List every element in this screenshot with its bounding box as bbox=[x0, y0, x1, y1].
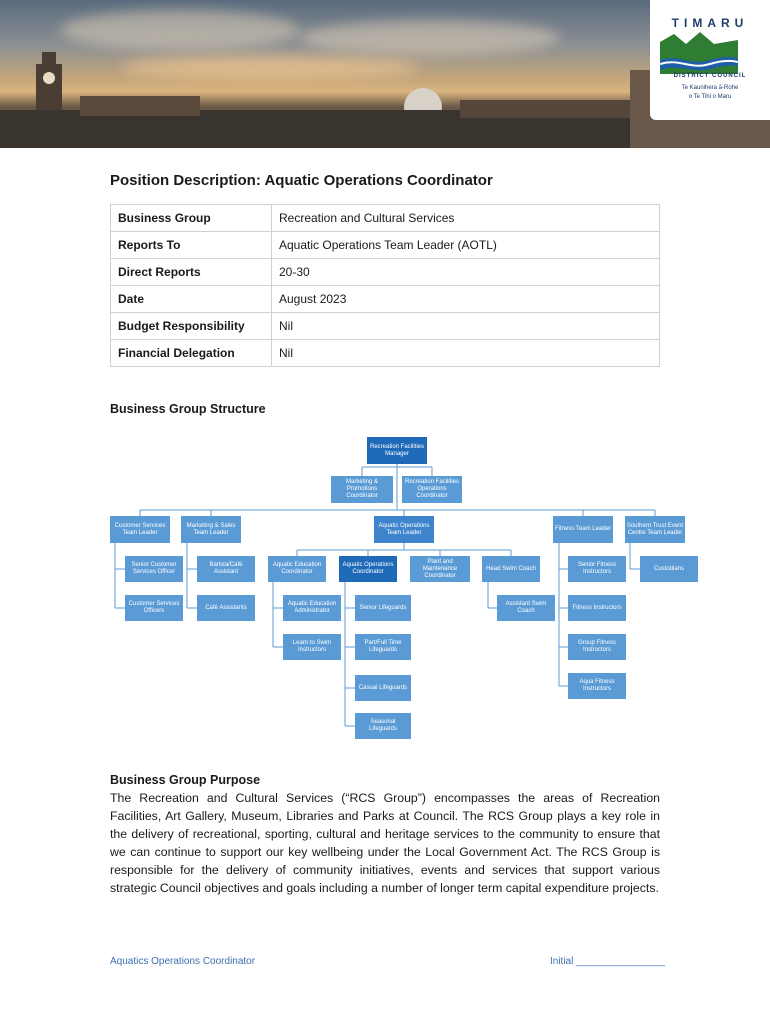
org-box-cso: Customer Services Officers bbox=[125, 595, 183, 621]
org-box-head-swim: Head Swim Coach bbox=[482, 556, 540, 582]
structure-heading: Business Group Structure bbox=[110, 402, 266, 416]
org-box-rfm: Recreation Facilities Manager bbox=[367, 437, 427, 464]
info-value: Nil bbox=[272, 340, 660, 367]
org-box-senior-lg: Senior Lifeguards bbox=[355, 595, 411, 621]
org-box-aq-edu-coord: Aquatic Education Coordinator bbox=[268, 556, 326, 582]
org-box-pt-ft-lg: Part/Full Time Lifeguards bbox=[355, 634, 411, 660]
logo-tagline-1: Te Kaunihera ā-Rohe bbox=[681, 85, 739, 91]
org-box-plant: Plant and Maintenance Coordinator bbox=[410, 556, 470, 582]
info-value: Nil bbox=[272, 313, 660, 340]
org-box-seasonal-lg: Seasonal Lifeguards bbox=[355, 713, 411, 739]
org-box-custodians: Custodians bbox=[640, 556, 698, 582]
org-box-marketing-coord: Marketing & Promotions Coordinator bbox=[331, 476, 393, 503]
org-box-aq-ops-coord: Aquatic Operations Coordinator bbox=[339, 556, 397, 582]
page-title: Position Description: Aquatic Operations Coordinator bbox=[110, 172, 493, 189]
org-box-barista: Barista/Café Assistant bbox=[197, 556, 255, 582]
org-box-st-tl: Southern Trust Event Centre Team Leader bbox=[625, 516, 685, 543]
org-box-aqua-fit: Aqua Fitness Instructors bbox=[568, 673, 626, 699]
org-box-asst-swim: Assistant Swim Coach bbox=[497, 595, 555, 621]
purpose-paragraph: The Recreation and Cultural Services (“RCS Group”) encompasses the areas of Recreation Facilities, Art Gallery, Museum, Libraries and Parks at Council. The RCS Group plays a key role in the delivery of recreational, sporting, cultural and heritage services to the community to ensure that we can continue to support our key wellbeing under the Local Government Act. The RCS Group is responsible for the delivery of community initiatives, events and services that support various strategic Council objectives and goals including a number of longer term capital expenditure projects. bbox=[110, 791, 660, 895]
org-box-learn-swim: Learn to Swim Instructors bbox=[283, 634, 341, 660]
org-box-senior-fit: Senior Fitness Instructors bbox=[568, 556, 626, 582]
purpose-heading: Business Group Purpose bbox=[110, 773, 261, 787]
org-box-group-fit: Group Fitness Instructors bbox=[568, 634, 626, 660]
org-box-cafe: Café Assistants bbox=[197, 595, 255, 621]
info-value: 20-30 bbox=[272, 259, 660, 286]
info-key: Financial Delegation bbox=[111, 340, 272, 367]
org-box-senior-cso: Senior Customer Services Officer bbox=[125, 556, 183, 582]
footer-title: Aquatics Operations Coordinator bbox=[110, 956, 256, 967]
logo-district-council: DISTRICT COUNCIL bbox=[673, 73, 747, 79]
info-key: Business Group bbox=[111, 205, 272, 232]
info-key: Budget Responsibility bbox=[111, 313, 272, 340]
info-value: Recreation and Cultural Services bbox=[272, 205, 660, 232]
info-key: Reports To bbox=[111, 232, 272, 259]
org-box-fit-instr: Fitness Instructors bbox=[568, 595, 626, 621]
org-box-aq-edu-admin: Aquatic Education Administrator bbox=[283, 595, 341, 621]
org-box-ms-tl: Marketing & Sales Team Leader bbox=[181, 516, 241, 543]
org-box-fit-tl: Fitness Team Leader bbox=[553, 516, 613, 543]
info-key: Direct Reports bbox=[111, 259, 272, 286]
logo-wordmark: TIMARU bbox=[671, 16, 749, 30]
info-value: Aquatic Operations Team Leader (AOTL) bbox=[272, 232, 660, 259]
logo-tagline-2: o Te Tihi o Maru bbox=[688, 94, 732, 100]
org-box-rf-ops-coord: Recreation Facilities Operations Coordinator bbox=[402, 476, 462, 503]
footer-initial: Initial ________________ bbox=[550, 956, 666, 967]
info-value: August 2023 bbox=[272, 286, 660, 313]
org-box-casual-lg: Casual Lifeguards bbox=[355, 675, 411, 701]
info-key: Date bbox=[111, 286, 272, 313]
org-box-aq-tl: Aquatic Operations Team Leader bbox=[374, 516, 434, 543]
org-box-cs-tl: Customer Services Team Leader bbox=[110, 516, 170, 543]
